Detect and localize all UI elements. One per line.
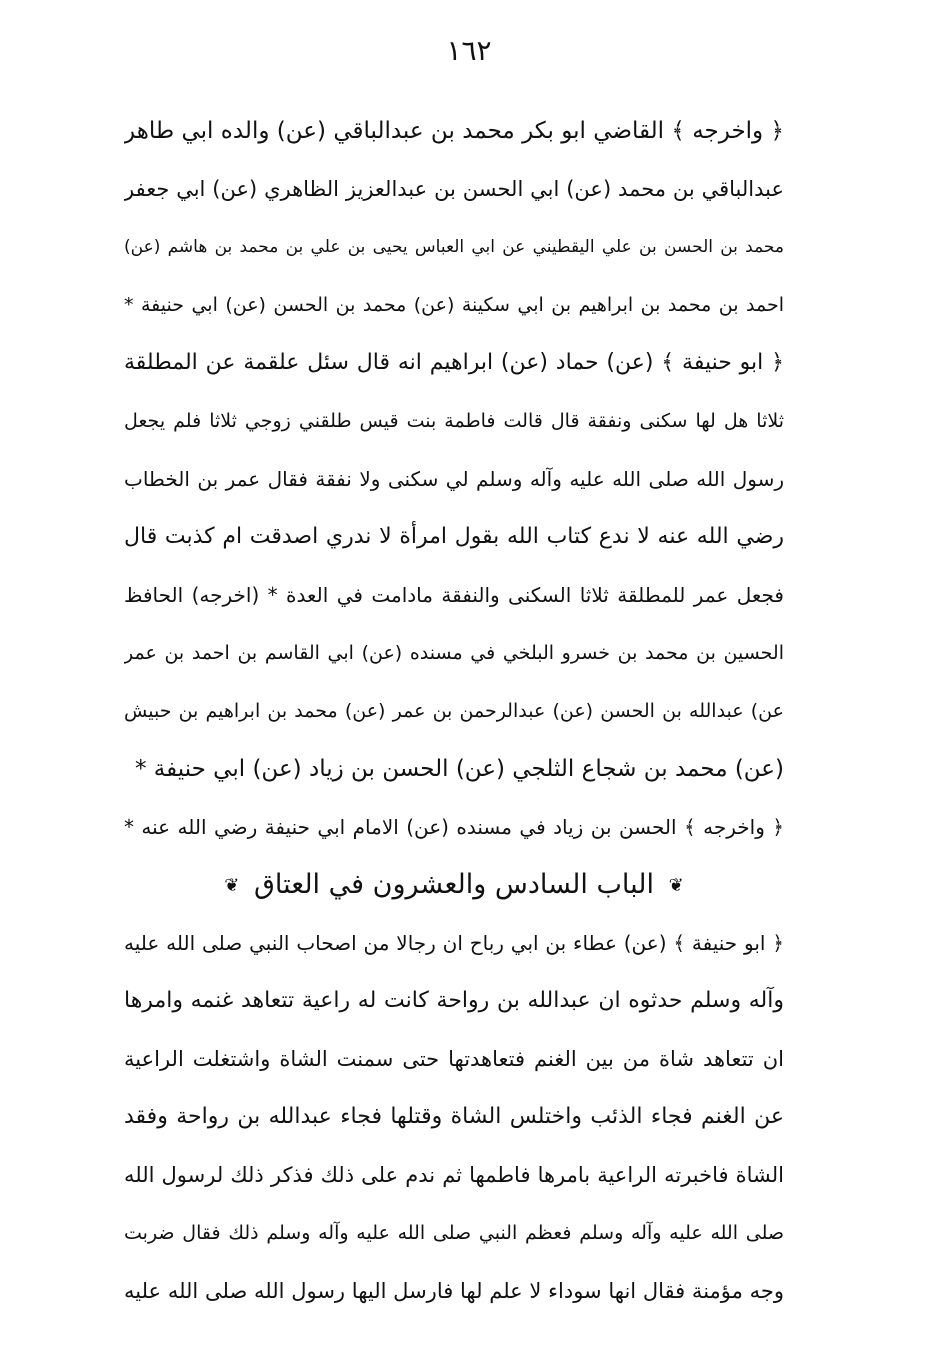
chapter-heading (124, 856, 784, 914)
text-line-17: عن الغنم فجاء الذئب واختلس الشاة وقتلها فجاء عبدالله بن رواحة وفقد (124, 1104, 784, 1129)
body-text (124, 102, 784, 1320)
text-line-1: ﴿ واخرجه ﴾ القاضي ابو بكر محمد بن عبدالباقي (عن) والده ابي طاهر (124, 118, 784, 144)
text-line-10: الحسين بن محمد بن خسرو البلخي في مسنده (عن) ابي القاسم بن احمد بن عمر (124, 642, 784, 664)
heading-ornament-left-icon: ❦ (224, 874, 240, 896)
text-line-18: الشاة فاخبرته الراعية بامرها فاطمها ثم ندم على ذلك فذكر ذلك لرسول الله (124, 1163, 784, 1187)
text-line-7: رسول الله صلى الله عليه وآله وسلم لي سكنى ولا نفقة فقال عمر بن الخطاب (124, 467, 784, 491)
text-line-5: ﴿ ابو حنيفة ﴾ (عن) حماد (عن) ابراهيم انه قال سئل علقمة عن المطلقة (124, 350, 784, 375)
page-number: ١٦٢ (446, 34, 492, 67)
chapter-heading-text: الباب السادس والعشرون في العتاق (253, 869, 654, 900)
text-line-2: عبدالباقي بن محمد (عن) ابي الحسن بن عبدالعزيز الظاهري (عن) ابي جعفر (124, 177, 784, 201)
text-line-20: وجه مؤمنة فقال انها سوداء لا علم لها فارسل اليها رسول الله صلى الله عليه (124, 1279, 784, 1303)
text-line-13: ﴿ واخرجه ﴾ الحسن بن زياد في مسنده (عن) الامام ابي حنيفة رضي الله عنه * (124, 815, 784, 839)
text-line-11: عن) عبدالله بن الحسن (عن) عبدالرحمن بن عمر (عن) محمد بن ابراهيم بن حبيش (124, 700, 784, 722)
text-line-14: ﴿ ابو حنيفة ﴾ (عن) عطاء بن ابي رباح ان رجالا من اصحاب النبي صلى الله عليه (124, 931, 784, 955)
text-line-19: صلى الله عليه وآله وسلم فعظم النبي صلى الله عليه وآله وسلم ذلك فقال ضربت (124, 1222, 784, 1244)
heading-ornament-right-icon: ❦ (668, 874, 684, 896)
text-line-8: رضي الله عنه لا ندع كتاب الله بقول امرأة لا ندري اصدقت ام كذبت قال (124, 524, 784, 549)
text-line-16: ان تتعاهد شاة من بين الغنم فتعاهدتها حتى سمنت الشاة واشتغلت الراعية (124, 1047, 784, 1071)
text-line-15: وآله وسلم حدثوه ان عبدالله بن رواحة كانت له راعية تتعاهد غنمه وامرها (124, 988, 784, 1013)
text-line-12: (عن) محمد بن شجاع الثلجي (عن) الحسن بن زياد (عن) ابي حنيفة * (135, 756, 784, 782)
text-line-9: فجعل عمر للمطلقة ثلاثا السكنى والنفقة مادامت في العدة * (اخرجه) الحافظ (124, 583, 784, 607)
text-line-4: احمد بن محمد بن ابراهيم بن ابي سكينة (عن) محمد بن الحسن (عن) ابي حنيفة * (124, 294, 784, 316)
text-line-3: محمد بن الحسن بن علي اليقطيني عن ابي العباس يحيى بن علي بن محمد بن هاشم (عن) (124, 237, 784, 257)
text-line-6: ثلاثا هل لها سكنى ونفقة قال قالت فاطمة بنت قيس طلقني زوجي ثلاثا فلم يجعل (124, 410, 784, 432)
